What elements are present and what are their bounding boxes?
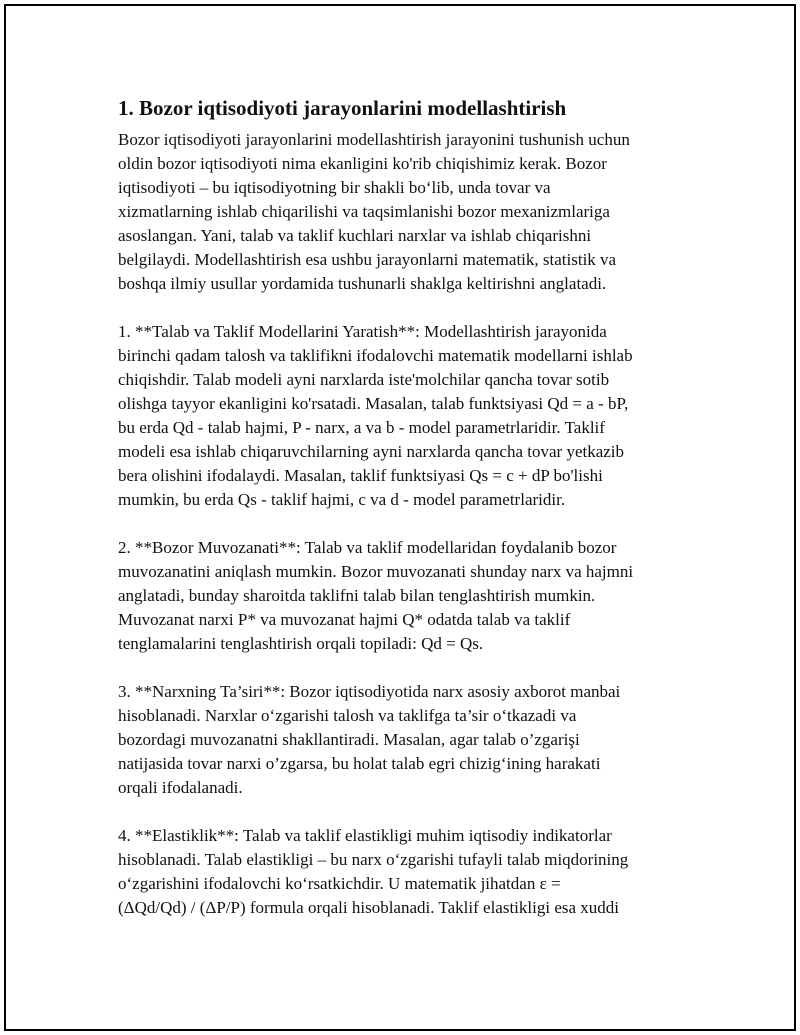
- text-line: 3. **Narxning Ta’siri**: Bozor iqtisodiyotida narx asosiy axborot manbai: [118, 682, 621, 701]
- text-line: chiqishdir. Talab modeli ayni narxlarda iste'molchilar qancha tovar sotib: [118, 370, 610, 389]
- document-title: 1. Bozor iqtisodiyoti jarayonlarini modellashtirish: [118, 96, 567, 120]
- paragraph-bozor-muvozanati: [118, 536, 678, 656]
- paragraph-elastiklik: [118, 824, 678, 920]
- text-line: orqali ifodalanadi.: [118, 778, 243, 797]
- text-line: oldin bozor iqtisodiyoti nima ekanligini ko'rib chiqishimiz kerak. Bozor: [118, 154, 607, 173]
- text-line: natijasida tovar narxi o’zgarsa, bu holat talab egri chizig‘ining harakati: [118, 754, 601, 773]
- text-line: Bozor iqtisodiyoti jarayonlarini modellashtirish jarayonini tushunish uchun: [118, 130, 630, 149]
- text-line: hisoblanadi. Narxlar o‘zgarishi talosh va taklifga ta’sir o‘tkazadi va: [118, 706, 577, 725]
- text-line: 2. **Bozor Muvozanati**: Talab va taklif modellaridan foydalanib bozor: [118, 538, 617, 557]
- text-line: birinchi qadam talosh va taklifikni ifodalovchi matematik modellarni ishlab: [118, 346, 633, 365]
- text-line: xizmatlarning ishlab chiqarilishi va taqsimlanishi bozor mexanizmlariga: [118, 202, 610, 221]
- text-line: bera olishini ifodalaydi. Masalan, taklif funktsiyasi Qs = c + dP bo'lishi: [118, 466, 603, 485]
- text-line: 4. **Elastiklik**: Talab va taklif elastikligi muhim iqtisodiy indikatorlar: [118, 826, 612, 845]
- text-line: iqtisodiyoti – bu iqtisodiyotning bir shakli bo‘lib, unda tovar va: [118, 178, 551, 197]
- text-line: anglatadi, bunday sharoitda taklifni talab bilan tenglashtirish mumkin.: [118, 586, 596, 605]
- text-line: asoslangan. Yani, talab va taklif kuchlari narxlar va ishlab chiqarishni: [118, 226, 592, 245]
- text-line: Muvozanat narxi P* va muvozanat hajmi Q* odatda talab va taklif: [118, 610, 571, 629]
- paragraph-talab-taklif: [118, 320, 678, 512]
- text-line: modeli esa ishlab chiqaruvchilarning ayni narxlarda qancha tovar yetkazib: [118, 442, 625, 461]
- document-body: [118, 94, 678, 944]
- text-line: olishga tayyor ekanligini ko'rsatadi. Masalan, talab funktsiyasi Qd = a - bP,: [118, 394, 629, 413]
- text-line: mumkin, bu erda Qs - taklif hajmi, c va d - model parametrlaridir.: [118, 490, 566, 509]
- text-line: tenglamalarini tenglashtirish orqali topiladi: Qd = Qs.: [118, 634, 484, 653]
- paragraph-narxning-tasiri: [118, 680, 678, 800]
- text-line: bozordagi muvozanatni shakllantiradi. Masalan, agar talab o’zgarişi: [118, 730, 580, 749]
- text-line: 1. **Talab va Taklif Modellarini Yaratish**: Modellashtirish jarayonida: [118, 322, 607, 341]
- text-line: bu erda Qd - talab hajmi, P - narx, a va b - model parametrlaridir. Taklif: [118, 418, 605, 437]
- text-line: hisoblanadi. Talab elastikligi – bu narx o‘zgarishi tufayli talab miqdorining: [118, 850, 629, 869]
- text-line: (ΔQd/Qd) / (ΔP/P) formula orqali hisoblanadi. Taklif elastikligi esa xuddi: [118, 898, 620, 917]
- text-line: boshqa ilmiy usullar yordamida tushunarli shaklga keltirishni anglatadi.: [118, 274, 607, 293]
- text-line: muvozanatini aniqlash mumkin. Bozor muvozanati shunday narx va hajmni: [118, 562, 634, 581]
- text-line: o‘zgarishini ifodalovchi ko‘rsatkichdir. U matematik jihatdan ε =: [118, 874, 561, 893]
- text-line: belgilaydi. Modellashtirish esa ushbu jarayonlarni matematik, statistik va: [118, 250, 617, 269]
- paragraph-intro: [118, 128, 678, 296]
